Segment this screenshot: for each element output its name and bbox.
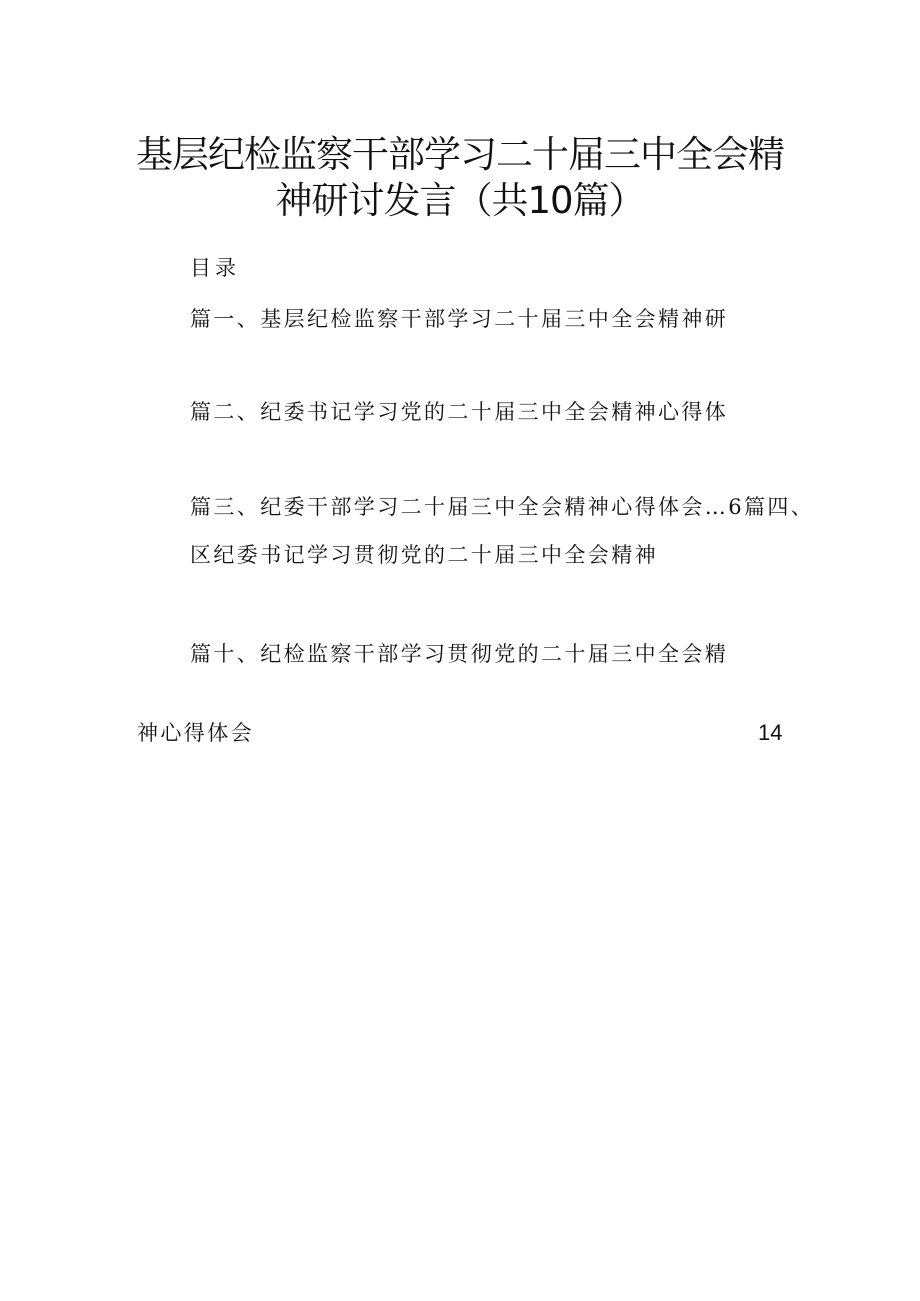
toc-page-number: 14 <box>758 720 783 745</box>
toc-entry-2: 篇二、纪委书记学习党的二十届三中全会精神心得体 <box>190 400 729 424</box>
document-title-line-1: 基层纪检监察干部学习二十届三中全会精 <box>136 133 784 176</box>
document-title-line-2: 神研讨发言（共10篇） <box>275 179 645 222</box>
toc-entry-10-continued: 神心得体会 <box>137 721 254 745</box>
toc-entry-4: 区纪委书记学习贯彻党的二十届三中全会精神 <box>190 543 658 567</box>
toc-entry-1: 篇一、基层纪检监察干部学习二十届三中全会精神研 <box>190 307 729 331</box>
toc-heading: 目录 <box>190 256 240 280</box>
toc-entry-10: 篇十、纪检监察干部学习贯彻党的二十届三中全会精 <box>190 642 729 666</box>
toc-entry-3: 篇三、纪委干部学习二十届三中全会精神心得体会…6篇四、 <box>190 495 815 519</box>
